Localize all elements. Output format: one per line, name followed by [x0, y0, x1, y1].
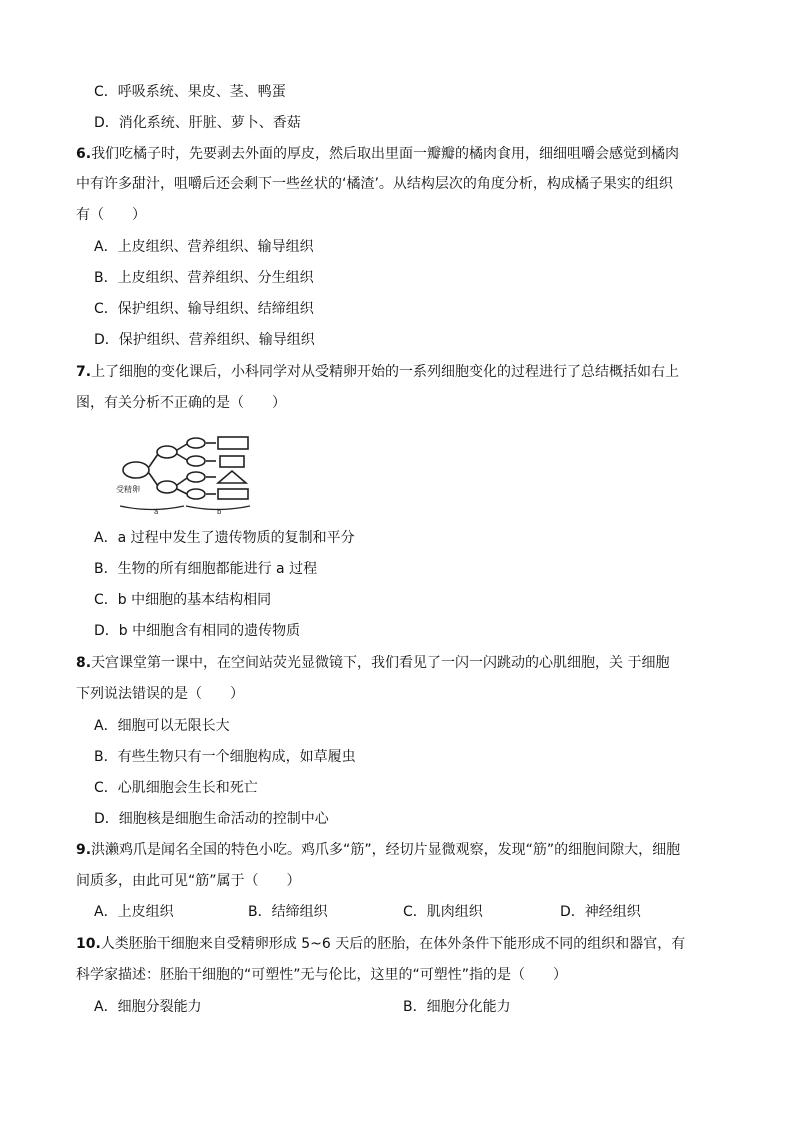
q10-option-b: B．细胞分化能力 [403, 999, 511, 1015]
q8-stem-line-2: 下列说法错误的是（ ） [76, 686, 244, 702]
q5-option-c: C．呼吸系统、果皮、茎、鸭蛋 [94, 84, 286, 100]
q8-number: 8. [76, 655, 92, 671]
tissue-rect-shape [218, 489, 248, 499]
q9-option-d: D．神经组织 [560, 904, 641, 920]
cell-shape [187, 472, 205, 482]
cell-shape [157, 481, 177, 493]
q6-option-a: A．上皮组织、营养组织、输导组织 [94, 239, 314, 255]
zygote-label: 受精卵 [116, 485, 140, 494]
tissue-rect-shape [218, 437, 248, 449]
q5-option-d: D．消化系统、肝脏、萝卜、香菇 [94, 115, 301, 131]
q10-number: 10. [76, 936, 101, 952]
q6-stem-text-1: 我们吃橘子时，先要剥去外面的厚皮，然后取出里面一瓣瓣的橘肉食用，细细咀嚼会感觉到橘肉 [91, 146, 680, 162]
cell-shape [157, 446, 177, 458]
q8-option-c: C．心肌细胞会生长和死亡 [94, 780, 258, 796]
q10-stem-line-2: 科学家描述：胚胎干细胞的“可塑性”无与伦比，这里的“可塑性”指的是（ ） [76, 967, 568, 983]
q7-stem-line-2: 图，有关分析不正确的是（ ） [76, 395, 286, 411]
process-a-label: a [154, 508, 159, 514]
q6-stem-line-1 [76, 144, 726, 164]
q6-option-b: B．上皮组织、营养组织、分生组织 [94, 270, 314, 286]
q9-stem-line-2: 间质多，由此可见“筋”属于（ ） [76, 873, 301, 889]
q9-stem-line-1 [76, 840, 726, 860]
zygote-cell-shape [123, 462, 149, 478]
q6-option-d: D．保护组织、营养组织、输导组织 [94, 332, 315, 348]
q7-stem-text-1: 上了细胞的变化课后，小科同学对从受精卵开始的一系列细胞变化的过程进行了总结概括如右上 [91, 364, 680, 380]
q10-option-a: A．细胞分裂能力 [94, 999, 202, 1015]
q8-option-d: D．细胞核是细胞生命活动的控制中心 [94, 811, 329, 827]
cell-change-diagram [112, 434, 258, 514]
cell-shape [187, 438, 205, 448]
q9-number: 9. [76, 842, 92, 858]
q7-stem-line-1 [76, 362, 726, 382]
q9-option-b: B．结缔组织 [248, 904, 328, 920]
q9-option-c: C．肌肉组织 [403, 904, 483, 920]
q8-stem-text-1: 天宫课堂第一课中，在空间站荧光显微镜下，我们看见了一闪一闪跳动的心肌细胞，关 于细胞 [91, 655, 670, 671]
cell-shape [187, 456, 205, 466]
q6-stem-line-2: 中有许多甜汁，咀嚼后还会剩下一些丝状的‘橘渣’。从结构层次的角度分析，构成橘子果实的组织 [76, 176, 673, 192]
tissue-triangle-shape [218, 471, 246, 483]
q10-stem-line-1 [76, 934, 726, 954]
q6-number: 6. [76, 146, 92, 162]
q9-option-a: A．上皮组织 [94, 904, 174, 920]
q8-option-b: B．有些生物只有一个细胞构成，如草履虫 [94, 749, 356, 765]
q8-stem-line-1 [76, 653, 726, 673]
q7-number: 7. [76, 364, 92, 380]
q6-stem-line-3: 有（ ） [76, 207, 146, 223]
q7-option-d: D．b 中细胞含有相同的遗传物质 [94, 623, 301, 639]
cell-shape [187, 489, 205, 499]
q7-option-c: C．b 中细胞的基本结构相同 [94, 592, 272, 608]
q7-option-b: B．生物的所有细胞都能进行 a 过程 [94, 561, 318, 577]
q7-option-a: A．a 过程中发生了遗传物质的复制和平分 [94, 530, 355, 546]
q8-option-a: A．细胞可以无限长大 [94, 718, 230, 734]
process-b-label: b [217, 508, 222, 514]
q10-stem-text-1: 人类胚胎干细胞来自受精卵形成 5~6 天后的胚胎，在体外条件下能形成不同的组织和器官，有 [100, 936, 686, 952]
q6-option-c: C．保护组织、输导组织、结缔组织 [94, 301, 314, 317]
bracket-a [120, 506, 184, 510]
tissue-rect-shape [220, 456, 244, 467]
q9-stem-text-1: 洪濑鸡爪是闻名全国的特色小吃。鸡爪多“筋”，经切片显微观察，发现“筋”的细胞间隙大，细胞 [91, 842, 681, 858]
